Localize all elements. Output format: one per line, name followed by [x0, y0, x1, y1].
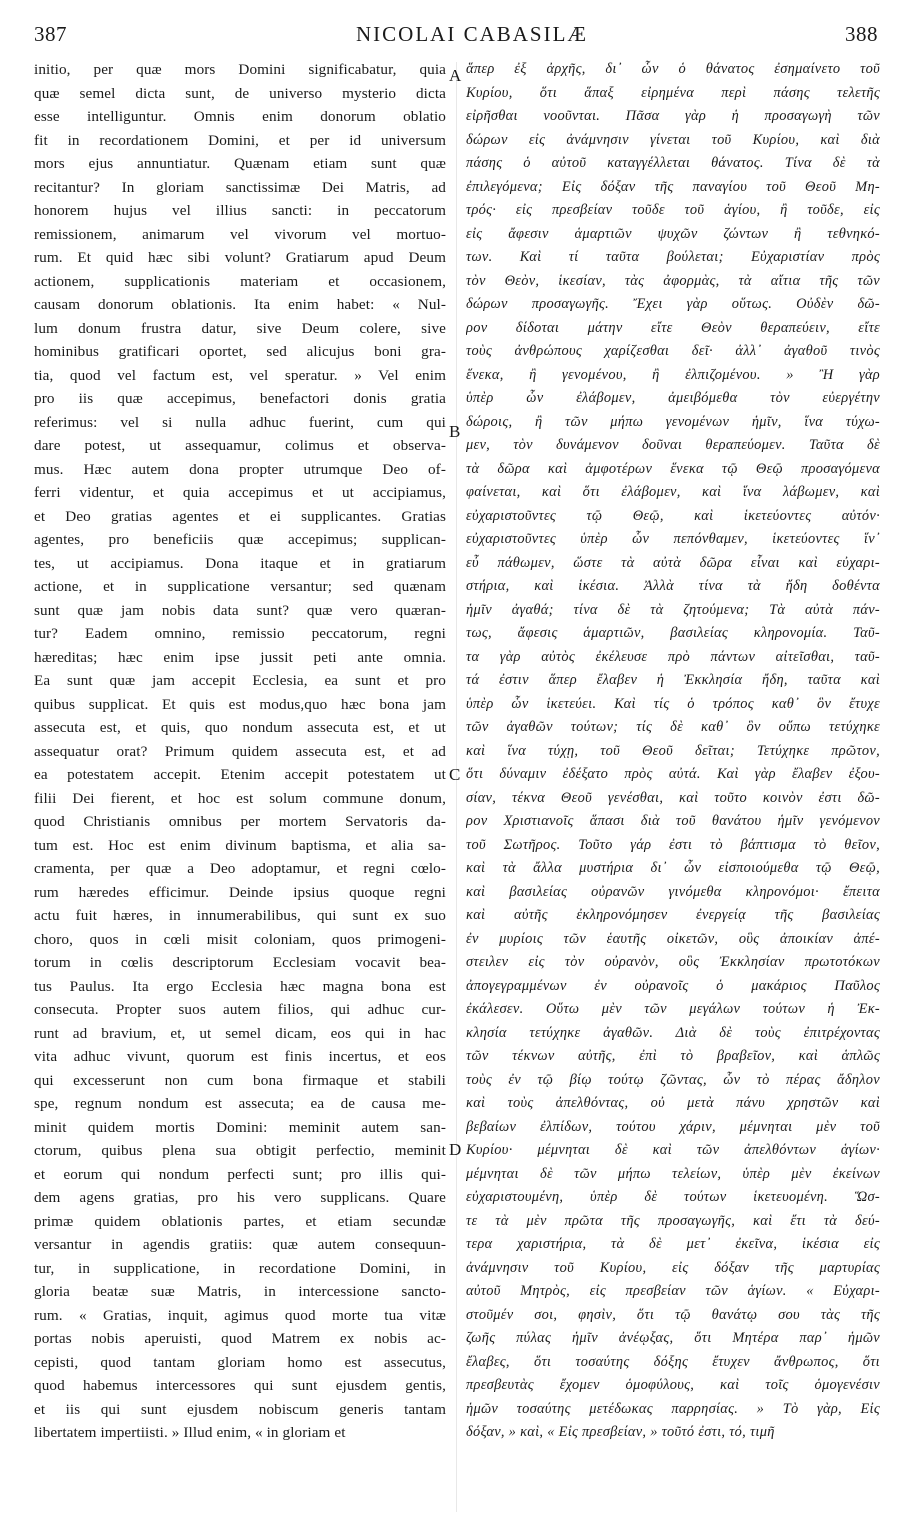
greek-text-line: τα γὰρ αὐτὸς ἐκέλευσε πρὸ πάντων αἰτεῖσθαι, ταῦ- — [466, 648, 880, 665]
latin-text-line: hæreditas; hæc enim ipse jussit peti ante omnia. — [34, 648, 446, 666]
latin-text-line: consecuta. Propter suos autem filios, qui adhuc cur- — [34, 1001, 446, 1018]
latin-text-line: gloria beatæ suæ Matris, in intercessione sancto- — [34, 1283, 446, 1300]
latin-text-line: quod habemus intercessores qui sunt ejusdem gentis, — [34, 1377, 446, 1394]
latin-text-line: sunt quæ jam nobis data sunt? quæ vero quæran- — [34, 601, 446, 619]
greek-text-line: καὶ ἵνα τύχῃ, τοῦ Θεοῦ δεῖται; Τετύχηκε πρῶτον, — [466, 742, 880, 759]
greek-text-line: σίαν, τέκνα Θεοῦ γενέσθαι, καὶ τοῦτο κοινὸν ἐστι δῶ- — [466, 789, 880, 806]
latin-text-line: dem agens gratias, pro his vero supplicans. Quare — [34, 1189, 446, 1206]
latin-text-line: tum est. Hoc est enim divinum baptisma, et alia sa- — [34, 836, 446, 854]
greek-text-line: ἐκάλεσεν. Οὕτω μὲν τῶν μεγάλων τούτων ἡ Ἐκ- — [466, 1001, 880, 1017]
latin-text-line: actionem, supplicationis materiam et occasionem, — [34, 272, 446, 290]
latin-text-line: tus Paulus. Ita ergo Ecclesia hæc magna bona est — [34, 977, 446, 995]
latin-text-line: et Deo gratias agentes et ei supplicantes. Gratias — [34, 507, 446, 525]
greek-text-line: τῶν τέκνων αὐτῆς, ἐπὶ τὸ βραβεῖον, καὶ ἁπλῶς — [466, 1048, 880, 1064]
margin-marker-a: A — [449, 66, 462, 85]
latin-text-line: hominibus gratificari oportet, sed alicujus boni gra- — [34, 343, 446, 360]
latin-text-line: qui excesserunt non cum bona firmaque et stabili — [34, 1071, 446, 1089]
greek-text-line: καὶ βασιλείας οὐρανῶν γινόμεθα κληρονόμοι· ἔπειτα — [466, 883, 880, 900]
latin-text-line: agentes, pro beneficiis quæ accepimus; supplican- — [34, 531, 446, 548]
greek-text-line: εὖ πάθωμεν, ὥστε τὰ αὐτὰ δῶρα εἶναι καὶ εὐχαρι- — [466, 554, 880, 571]
greek-text-line: δώροις, ἢ τῶν μήπω γενομένων ἡμῖν, ἵνα τύχω- — [466, 413, 880, 430]
greek-text-line: εἰρῆσθαι νοοῦνται. Πᾶσα γὰρ ἡ προσαγωγὴ τῶν — [466, 108, 880, 124]
latin-text-line: fit in recordationem Domini, et per id universum — [34, 131, 446, 149]
latin-text-line: mors ejus annuntiatur. Quænam etiam sunt quæ — [34, 155, 446, 172]
greek-text-line: μεν, τὸν δυνάμενον δοῦναι θεραπεύομεν. Ταῦτα δὲ — [466, 437, 880, 453]
running-title: NICOLAI CABASILÆ — [356, 22, 589, 46]
greek-text-line: τὰ δῶρα καὶ ἀμφοτέρων ἕνεκα τῷ Θεῷ προσαγόμενα — [466, 460, 880, 477]
greek-text-line: τερα χαριστήρια, τὰ δὲ μετ᾽ ἐκεῖνα, ἱκέσια εἰς — [466, 1236, 880, 1252]
greek-text-line: ὑπὲρ ὧν ἐλάβομεν, ἀμειβόμεθα τὸν εὐεργέτην — [466, 390, 880, 406]
latin-text-line: actu fuit hæres, in innumerabilibus, qui sunt ex suo — [34, 907, 446, 924]
greek-text-line: ἔλαβες, ὅτι τοσαύτης δόξης ἔτυχεν ἄνθρωπος, ὅτι — [466, 1353, 880, 1370]
greek-text-line: τως, ἄφεσις ἁμαρτιῶν, βασιλείας κληρονομία. Ταῦ- — [466, 625, 880, 641]
latin-text-line: quæ semel dicta sunt, de universo mysterio dicta — [34, 84, 446, 102]
latin-text-line: rum hæredes efficimur. Deinde ipsius quoque regni — [34, 883, 446, 901]
greek-text-line: καὶ τοὺς ἀπελθόντας, οὐ μετὰ πάνυ χρηστῶν καὶ — [466, 1095, 880, 1111]
latin-text-line: ctorum, quibus plena sua obtigit perfectio, meminit — [34, 1142, 446, 1159]
greek-text-line: ὑπὲρ ὧν ἱκετεύει. Καὶ τίς ὁ τρόπος καθ᾽ ὃν ἔτυχε — [466, 695, 880, 712]
greek-text-line: καὶ τὰ ἄλλα μυστήρια δι᾽ ὧν εἰσποιούμεθα τῷ Θεῷ, — [466, 860, 880, 876]
margin-marker-b: B — [449, 422, 461, 441]
greek-text-line: δώρων εἰς ἀνάμνησιν γίνεται τοῦ Κυρίου, καὶ διὰ — [466, 131, 880, 148]
greek-text-line: δόξαν, » καὶ, « Εἰς πρεσβείαν, » τοῦτό ἐστι, τό, τιμῆ — [466, 1424, 775, 1440]
latin-text-line: et eorum qui nondum perfecti sunt; pro illis qui- — [34, 1165, 446, 1183]
greek-text-line: τοὺς ἐν τῷ βίῳ τούτῳ ζῶντας, ὧν τὸ πέρας ἄδηλον — [466, 1071, 880, 1088]
latin-text-line: referimus: vel si nulla adhuc fuerint, cum qui — [34, 413, 446, 431]
latin-text-line: spe, regnum nondum est assecuta; ea de causa me- — [34, 1095, 446, 1112]
greek-text-line: στήρια, καὶ ἱκέσια. Ἀλλὰ τίνα τὰ ἤδη δοθέντα — [466, 578, 880, 594]
latin-text-line: primæ quidem oblationis partes, et etiam secundæ — [34, 1212, 446, 1230]
margin-marker-c: C — [449, 765, 461, 784]
greek-text-line: εὐχαριστοῦντες ὑπὲρ ὧν πεπόνθαμεν, ἱκετεύοντες ἵν᾽ — [466, 531, 880, 547]
greek-text-line: ἀπογεγραμμένων ἐν οὐρανοῖς ὁ μακάριος Παῦλος — [466, 977, 880, 994]
margin-marker-d: D — [449, 1140, 462, 1159]
greek-text-line: ἐν μυρίοις τῶν ἑαυτῆς οἰκετῶν, οὓς ἀποικίαν ἀπέ- — [466, 930, 880, 947]
latin-text-line: quibus supplicat. Et quis est modus,quo hæc bona jam — [34, 695, 446, 713]
greek-text-line: στοῦμέν σοι, φησὶν, ὅτι τῷ θανάτῳ σου τὰς τῆς — [466, 1306, 880, 1323]
latin-text-line: choro, quos in cœli misit coloniam, quos primogeni- — [34, 930, 446, 948]
greek-text-line: εἰς ἄφεσιν ἁμαρτιῶν ψυχῶν ζώντων ἢ τεθνηκό- — [466, 225, 880, 242]
latin-text-line: dare potest, ut assequamur, colimus et observa- — [34, 437, 446, 454]
latin-text-line: actione, et in supplicatione versantur; sed quænam — [34, 578, 446, 595]
greek-text-line: Κυρίου· μέμνηται δὲ καὶ τῶν ἀπελθόντων ἁγίων· — [466, 1142, 880, 1158]
right-page-number: 388 — [845, 22, 878, 46]
greek-text-line: ὅτι δύναμιν ἐδέξατο πρὸς αὐτά. Καὶ γὰρ ἔλαβεν ἐξου- — [466, 766, 880, 782]
greek-text-line: εὐχαριστουμένη, ὑπὲρ δὲ τούτων ἱκετευομένη. Ὥσ- — [466, 1189, 880, 1205]
greek-text-line: βεβαίων ἐλπίδων, τούτου χάριν, μέμνηται μὲν τοῦ — [466, 1118, 880, 1135]
latin-text-line: Ea sunt quæ jam accepit Ecclesia, ea sunt et pro — [34, 672, 446, 689]
greek-text-line: τρός· εἰς πρεσβείαν τοῦδε τοῦ ἁγίου, ἢ τοῦδε, εἰς — [466, 202, 880, 218]
greek-text-line: τά ἐστιν ἅπερ ἔλαβεν ἡ Ἐκκλησία ἤδη, ταῦτα καὶ — [466, 672, 880, 688]
latin-text-line: lum donum frustra datur, sive Deum colere, sive — [34, 319, 446, 337]
latin-text-line: tia, quod vel factum est, vel speratur. » Vel enim — [34, 366, 446, 384]
greek-text-line: ἀνάμνησιν τοῦ Κυρίου, εἰς δόξαν τῆς μαρτυρίας — [466, 1259, 880, 1276]
latin-text-line: portas nobis aperuisti, quod Matrem ex nobis ac- — [34, 1330, 446, 1347]
latin-text-line: recitantur? In gloriam sanctissimæ Dei Matris, ad — [34, 178, 446, 196]
greek-text-line: ρον Χριστιανοῖς ἅπασι διὰ τοῦ θανάτου ἡμῖν γενόμενον — [466, 813, 880, 829]
latin-text-line: versantur in agendis gratiis: quæ autem consequun- — [34, 1236, 446, 1253]
latin-column — [34, 58, 446, 1518]
greek-text-line: φαίνεται, καὶ ὅτι ἐλάβομεν, καὶ ἵνα λάβωμεν, καὶ — [466, 484, 880, 500]
latin-text-line: cepisti, quod tantam gloriam homo est assecutus, — [34, 1353, 446, 1371]
latin-text-line: vita adhuc vivunt, quorum est finis incertus, et eos — [34, 1048, 446, 1065]
latin-text-line: rum. « Gratias, inquit, agimus quod morte tua vitæ — [34, 1306, 446, 1324]
latin-text-line: initio, per quæ mors Domini significabatur, quia — [34, 61, 446, 78]
greek-text-line: των. Καὶ τί ταῦτα βούλεται; Εὐχαριστίαν πρὸς — [466, 249, 880, 265]
latin-text-line: ferri videntur, et quia accepimus et ut accipiamus, — [34, 484, 446, 501]
greek-text-line: καὶ αὐτῆς ἐκληρονόμησεν ἐνεργείᾳ τῆς βασιλείας — [466, 907, 880, 923]
running-head — [26, 22, 878, 50]
latin-text-line: runt ad bravium, et, ut semel dicam, eos qui in hac — [34, 1024, 446, 1042]
left-page-number: 387 — [34, 22, 67, 46]
greek-text-line: κλησία τετύχηκε ἀγαθῶν. Διὰ δὲ τοὺς ἐπιτρέχοντας — [466, 1024, 880, 1041]
greek-text-line: ἡμῖν ἀγαθά; τίνα δὲ τὰ ζητούμενα; Τὰ αὐτὰ πάν- — [466, 601, 880, 618]
greek-text-line: αὐτοῦ Μητρὸς, εἰς πρεσβείαν τῶν ἁγίων. « Εὐχαρι- — [466, 1283, 880, 1299]
latin-text-line: quod Christianis omnibus per mortem Servatoris da- — [34, 813, 446, 830]
greek-text-line: τῶν ἀγαθῶν τούτων; τίς δὲ καθ᾽ ὃν οὔπω τετύχηκε — [466, 719, 880, 735]
greek-text-line: ἅπερ ἐξ ἀρχῆς, δι᾽ ὧν ὁ θάνατος ἐσημαίνετο τοῦ — [466, 61, 880, 77]
latin-text-line: esse intelliguntur. Omnis enim donorum oblatio — [34, 108, 446, 125]
latin-text-line: honorem hujus vel illius sancti: in peccatorum — [34, 202, 446, 219]
greek-text-line: πάσης ὁ αὐτοῦ καταγγέλλεται θάνατος. Τίνα δὲ τὰ — [466, 155, 880, 171]
greek-text-line: τοῦ Σωτῆρος. Τοῦτο γάρ ἐστι τὸ βάπτισμα τὸ θεῖον, — [466, 836, 880, 853]
latin-text-line: rum. Et quid hæc sibi volunt? Gratiarum apud Deum — [34, 249, 446, 266]
greek-text-line: τὸν Θεὸν, ἱκεσίαν, τὰς ἀφορμὰς, τὰ αἴτια τῆς τῶν — [466, 272, 880, 289]
greek-text-line: εὐχαριστοῦντες τῷ Θεῷ, καὶ ἱκετεύοντες αὐτόν· — [466, 507, 880, 524]
greek-text-line: μέμνηται δὲ τῶν μήπω τελείων, ὑπὲρ μὲν ἐκείνων — [466, 1165, 880, 1182]
greek-column — [466, 58, 880, 1518]
greek-text-line: τοὺς ἀνθρώπους χαρίζεσθαι δεῖ· ἀλλ᾽ ἀγαθοῦ τινὸς — [466, 343, 880, 359]
latin-text-line: ea potestatem accepit. Etenim accepit potestatem ut — [34, 766, 446, 783]
latin-text-line: minit quidem mortis Domini: meminit autem san- — [34, 1118, 446, 1136]
greek-text-line: ἕνεκα, ἢ γενομένου, ἢ ἐλπιζομένου. » Ἢ γὰρ — [466, 366, 880, 383]
latin-text-line: tur, in supplicatione, in recordatione Domini, in — [34, 1259, 446, 1277]
greek-text-line: δώρων προσαγωγῆς. Ἔχει γὰρ οὕτως. Οὐδὲν δῶ- — [466, 296, 880, 312]
latin-text-line: cramenta, per quæ a Deo adoptamur, et regni cœlo- — [34, 860, 446, 877]
latin-text-line: libertatem impertiisti. » Illud enim, « in gloriam et — [34, 1424, 346, 1441]
column-divider — [456, 62, 457, 1512]
greek-text-line: ζωῆς πύλας ἡμῖν ἀνέῳξας, ὅτι Μητέρα παρ᾽ ἡμῶν — [466, 1330, 880, 1346]
latin-text-line: pro iis quæ accepimus, benefactori donis gratia — [34, 390, 446, 407]
greek-text-line: τε τὰ μὲν πρῶτα τῆς προσαγωγῆς, καὶ ἔτι τὰ δεύ- — [466, 1212, 880, 1229]
greek-text-line: πρεσβευτὰς ἔχομεν ὁμοφύλους, καὶ τοῖς ὁμογενέσιν — [466, 1377, 880, 1393]
greek-text-line: στειλεν εἰς τὸν οὐρανὸν, οὓς Ἐκκλησίαν πρωτοτόκων — [466, 954, 880, 970]
latin-text-line: mus. Hæc autem dona propter utrumque Deo of- — [34, 460, 446, 478]
latin-text-line: tur? Eadem omnino, remissio peccatorum, regni — [34, 625, 446, 642]
greek-text-line: ἡμῶν τοσαύτης μετέδωκας παρρησίας. » Τὸ γὰρ, Εἰς — [466, 1400, 880, 1417]
latin-text-line: torum in cœlis descriptorum Ecclesiam vocavit bea- — [34, 954, 446, 971]
latin-text-line: assecuta est, et quis, quo nondum assecuta est, et ut — [34, 719, 446, 736]
latin-text-line: causam donorum oblationis. Ita enim habet: « Nul- — [34, 296, 446, 313]
latin-text-line: tes, ut accipiamus. Dona itaque et in gratiarum — [34, 554, 446, 572]
latin-text-line: filii Dei fierent, et hoc est solum commune donum, — [34, 789, 446, 807]
latin-text-line: assequatur orat? Primum quidem assecuta est, et ad — [34, 742, 446, 760]
latin-text-line: et iis qui sunt ejusdem nobiscum generis tantam — [34, 1400, 446, 1418]
greek-text-line: ἐπιλεγόμενα; Εἰς δόξαν τῆς παναγίου τοῦ Θεοῦ Μη- — [466, 178, 880, 195]
greek-text-line: Κυρίου, ὅτι ἅπαξ εἰρημένα περὶ πάσης τελετῆς — [466, 84, 880, 101]
latin-text-line: remissionem, animarum vel vivorum vel mortuo- — [34, 225, 446, 243]
greek-text-line: ρον δίδοται μάτην εἴτε Θεὸν θεραπεύειν, εἴτε — [466, 319, 880, 336]
